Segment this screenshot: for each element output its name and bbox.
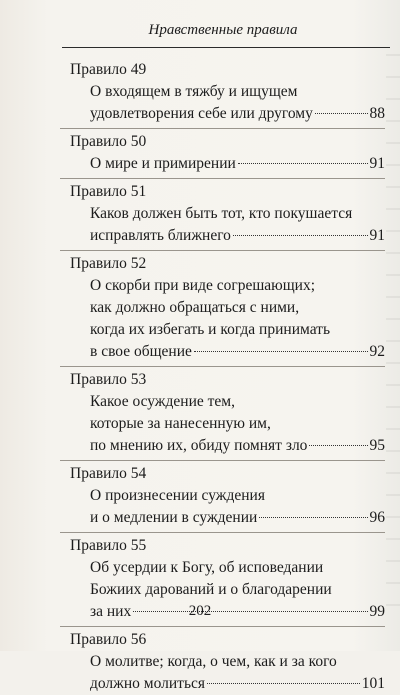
page-number: 202	[188, 603, 212, 619]
entry-page-number: 95	[369, 437, 385, 454]
toc-entry[interactable]	[90, 651, 385, 695]
rule-heading: Правило 52	[70, 255, 147, 272]
separator-line	[60, 250, 385, 251]
entry-text-line: которые за нанесенную им,	[90, 415, 271, 432]
entry-text-line: должно молиться	[90, 675, 206, 692]
separator-line	[60, 460, 385, 461]
entry-text-line: по мнению их, обиду помнят зло	[90, 437, 308, 454]
entry-final-line	[90, 507, 385, 529]
entry-page-number: 99	[369, 603, 385, 620]
entry-text-line: Об усердии к Богу, об исповедании	[90, 559, 324, 576]
entry-final-line	[90, 673, 385, 695]
table-of-contents	[70, 57, 385, 695]
separator-line	[60, 178, 385, 179]
rule-heading: Правило 55	[70, 537, 147, 554]
entry-final-line	[90, 341, 385, 363]
entry-final-line	[90, 435, 385, 457]
entry-text-line: Какое осуждение тем,	[90, 393, 235, 410]
entry-text-line: в свое общение	[90, 343, 192, 360]
entry-text-line: и о медлении в суждении	[90, 509, 258, 526]
header-rule	[62, 47, 390, 48]
dot-leader	[233, 235, 368, 236]
dot-leader	[259, 517, 367, 518]
toc-entry[interactable]	[90, 153, 385, 175]
toc-entry[interactable]	[90, 275, 385, 363]
toc-entry[interactable]	[90, 485, 385, 529]
rule-heading: Правило 56	[70, 631, 147, 648]
toc-entry[interactable]	[90, 203, 385, 247]
entry-text-line: удовлетворения себе или другому	[90, 105, 313, 122]
entry-text-line: О скорби при виде согрешающих;	[90, 277, 316, 294]
entry-page-number: 91	[369, 155, 385, 172]
separator-line	[60, 626, 385, 627]
entry-page-number: 101	[361, 675, 385, 692]
entry-page-number: 92	[369, 343, 385, 360]
separator-line	[60, 532, 385, 533]
dot-leader	[309, 445, 367, 446]
rule-heading: Правило 53	[70, 371, 147, 388]
entry-text-line: когда их избегать и когда принимать	[90, 321, 331, 338]
entry-text-line: за них	[90, 603, 132, 620]
entry-page-number: 88	[369, 105, 385, 122]
entry-text-line: исправлять ближнего	[90, 227, 231, 244]
entry-final-line	[90, 153, 385, 175]
entry-final-line	[90, 225, 385, 247]
entry-text-line: Каков должен быть тот, кто покушается	[90, 205, 353, 222]
rule-heading: Правило 49	[70, 61, 147, 78]
running-header: Нравственные правила	[148, 22, 298, 38]
toc-entry[interactable]	[90, 391, 385, 457]
rule-heading: Правило 54	[70, 465, 147, 482]
entry-text-line: О молитве; когда, о чем, как и за кого	[90, 653, 337, 670]
entry-text-line: Божиих дарований и о благодарении	[90, 581, 332, 598]
bleed-through-edge	[386, 54, 400, 614]
dot-leader	[315, 113, 368, 114]
separator-line	[60, 366, 385, 367]
entry-text-line: как должно обращаться с ними,	[90, 299, 300, 316]
dot-leader	[207, 683, 360, 684]
entry-page-number: 91	[369, 227, 385, 244]
rule-heading: Правило 50	[70, 133, 147, 150]
entry-text-line: О произнесении суждения	[90, 487, 265, 504]
toc-entry[interactable]	[90, 81, 385, 125]
dot-leader	[194, 351, 368, 352]
entry-page-number: 96	[369, 509, 385, 526]
rule-heading: Правило 51	[70, 183, 147, 200]
entry-text-line: О мире и примирении	[90, 155, 236, 172]
entry-final-line	[90, 103, 385, 125]
separator-line	[60, 128, 385, 129]
dot-leader	[238, 163, 368, 164]
entry-text-line: О входящем в тяжбу и ищущем	[90, 83, 298, 100]
